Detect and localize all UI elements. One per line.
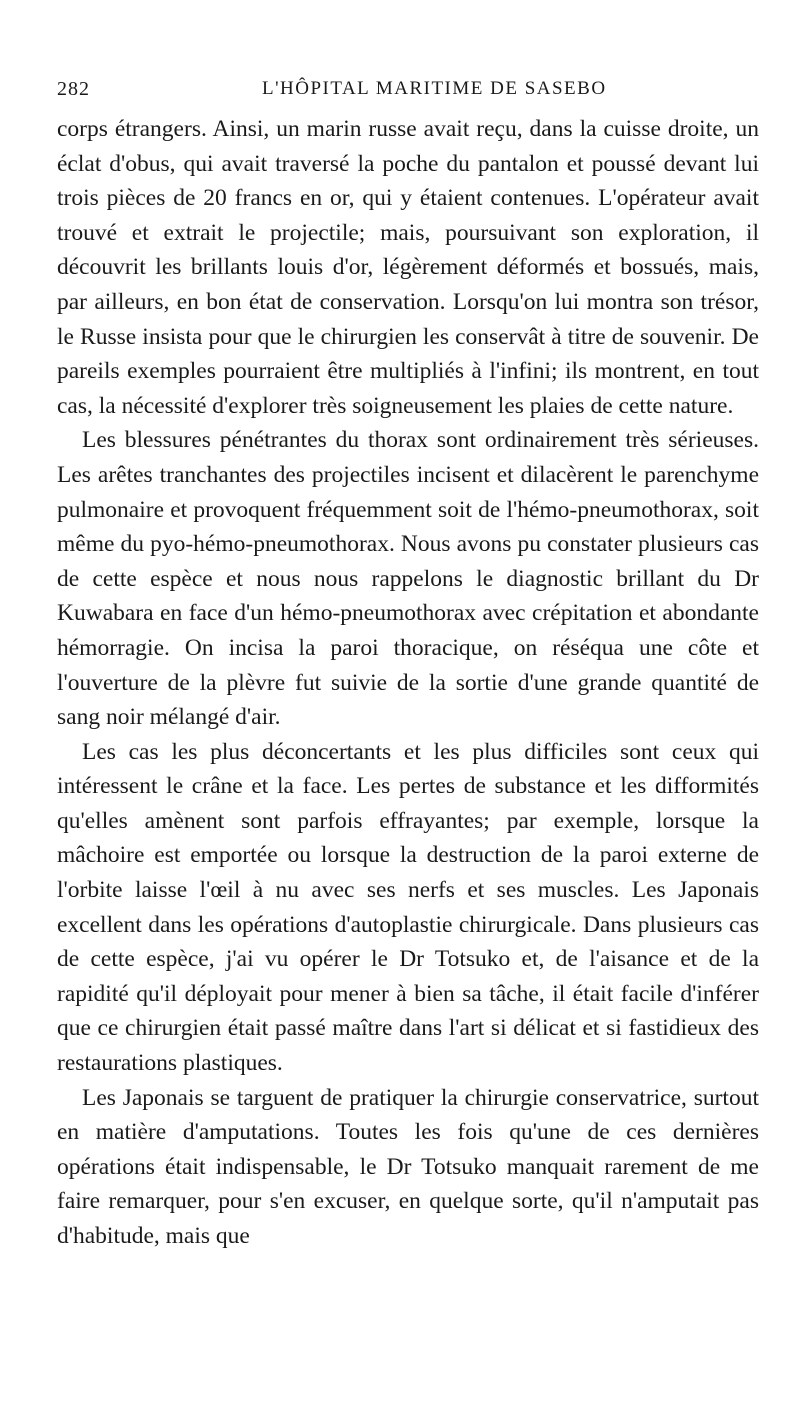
paragraph: Les Japonais se targuent de pratiquer la chirurgie conservatrice, surtout en matière d'amputations. Toutes les fois qu'une de ces dernières opérations était indispensable, le Dr Totsuko manquait rarement de me faire remarquer, pour s'en excuser, en quelque sorte, qu'il n'amputait pas d'habitude, mais que bbox=[57, 1084, 759, 1249]
paragraph: Les cas les plus déconcertants et les plus difficiles sont ceux qui intéressent le crâne et la face. Les pertes de substance et les difformités qu'elles amènent sont parfois effrayantes; par exemple, lorsque la mâchoire est emportée ou lorsque la destruction de la paroi externe de l'orbite laisse l'œil à nu avec ses nerfs et ses muscles. Les Japonais excellent dans les opérations d'autoplastie chirurgicale. Dans plusieurs cas de cette espèce, j'ai vu opérer le Dr Totsuko et, de l'aisance et de la rapidité qu'il déployait pour mener à bien sa tâche, il était facile d'inférer que ce chirurgien était passé maître dans l'art si délicat et si fastidieux des restaurations plastiques. bbox=[57, 738, 759, 1077]
page-number: 282 bbox=[57, 78, 90, 100]
running-head bbox=[57, 78, 759, 108]
paragraph: corps étrangers. Ainsi, un marin russe avait reçu, dans la cuisse droite, un éclat d'obus, qui avait traversé la poche du pantalon et poussé devant lui trois pièces de 20 francs en or, qui y étaient contenues. L'opérateur avait trouvé et extrait le projectile; mais, poursuivant son exploration, il découvrit les brillants louis d'or, légèrement déformés et bossués, mais, par ailleurs, en bon état de conservation. Lorsqu'on lui montra son trésor, le Russe insista pour que le chirurgien les conservât à titre de souvenir. De pareils exemples pourraient être multipliés à l'infini; ils montrent, en tout cas, la nécessité d'explorer très soigneusement les plaies de cette nature. bbox=[57, 116, 759, 419]
body-text bbox=[57, 112, 759, 1254]
paragraph: Les blessures pénétrantes du thorax sont ordinairement très sérieuses. Les arêtes tranchantes des projectiles incisent et dilacèrent le parenchyme pulmonaire et provoquent fréquemment soit de l'hémo-pneumothorax, soit même du pyo-hémo-pneumothorax. Nous avons pu constater plusieurs cas de cette espèce et nous nous rappelons le diagnostic brillant du Dr Kuwabara en face d'un hémo-pneumothorax avec crépitation et abondante hémorragie. On incisa la paroi thoracique, on réséqua une côte et l'ouverture de la plèvre fut suivie de la sortie d'une grande quantité de sang noir mélangé d'air. bbox=[57, 427, 759, 731]
running-title: L'HÔPITAL MARITIME DE SASEBO bbox=[262, 78, 607, 99]
